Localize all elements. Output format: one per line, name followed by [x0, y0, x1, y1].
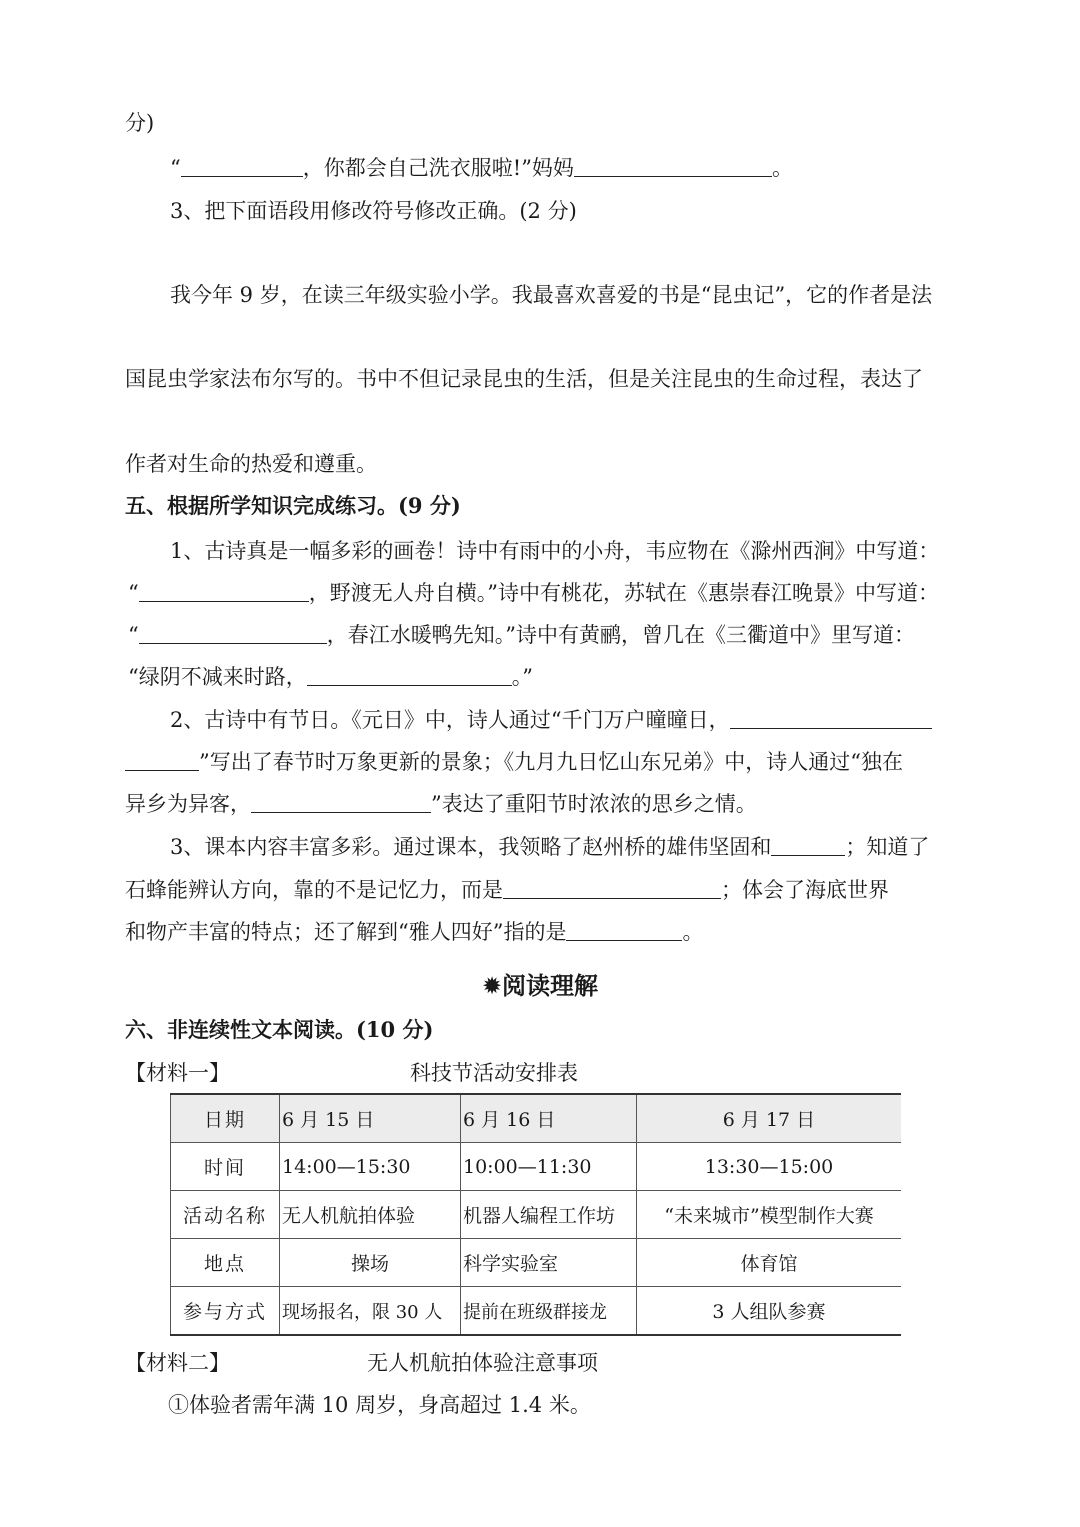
row-header: 时间: [171, 1143, 280, 1191]
blank[interactable]: [251, 790, 431, 813]
section-6-title: 六、非连续性文本阅读。(10 分): [125, 1017, 434, 1042]
blank[interactable]: [139, 579, 309, 602]
material-2-title: 无人机航拍体验注意事项: [367, 1351, 598, 1375]
blank[interactable]: [125, 748, 199, 771]
s5-q2-line-2-text: ”写出了春节时万象更新的景象；《九月九日忆山东兄弟》中，诗人通过“独在: [199, 750, 903, 774]
table-cell: 现场报名，限 30 人: [280, 1287, 461, 1336]
table-cell: 无人机航拍体验: [280, 1191, 461, 1239]
dialogue-mid: ，你都会自己洗衣服啦!”妈妈: [302, 156, 574, 180]
blank[interactable]: [730, 706, 932, 729]
table-cell: 操场: [280, 1239, 461, 1287]
table-cell: 10:00—11:30: [461, 1143, 637, 1191]
dialogue-end: 。: [771, 156, 793, 180]
row-header: 活动名称: [171, 1191, 280, 1239]
schedule-table: [170, 1093, 901, 1336]
s5-q2-line-3: [125, 789, 757, 819]
s5-q3-line-1-text: 3、课本内容丰富多彩。通过课本，我领略了赵州桥的雄伟坚固和: [170, 835, 772, 859]
note-1: ①体验者需年满 10 周岁，身高超过 1.4 米。: [168, 1393, 591, 1417]
s5-q2-line-2: [125, 747, 903, 777]
table-cell: 6 月 17 日: [637, 1094, 902, 1143]
s5-q2-line-1-text: 2、古诗中有节日。《元日》中，诗人通过“千门万户曈曈日，: [170, 708, 730, 732]
close-quote: 。”: [511, 665, 533, 689]
s5-q1-line-1: 1、古诗真是一幅多彩的画卷！诗中有雨中的小舟，韦应物在《滁州西涧》中写道：: [170, 539, 940, 563]
table-row: [171, 1287, 902, 1336]
open-quote: “: [128, 623, 139, 647]
passage-line-2: 国昆虫学家法布尔写的。书中不但记录昆虫的生活，但是关注昆虫的生命过程，表达了: [125, 367, 923, 391]
s5-q1-line-4-text: “绿阴不减来时路，: [128, 665, 307, 689]
passage-line-3: 作者对生命的热爱和遵重。: [125, 452, 377, 476]
table-cell: 3 人组队参赛: [637, 1287, 902, 1336]
material-2-label: 【材料二】: [125, 1351, 230, 1375]
s5-q2-line-3-end: ”表达了重阳节时浓浓的思乡之情。: [431, 792, 757, 816]
open-quote: “: [128, 581, 139, 605]
blank[interactable]: [574, 154, 772, 177]
table-row: [171, 1143, 902, 1191]
s5-q2-line-3-text: 异乡为异客，: [125, 792, 251, 816]
s5-q3-line-2: [125, 875, 889, 905]
table-cell: 提前在班级群接龙: [461, 1287, 637, 1336]
blank[interactable]: [566, 918, 682, 941]
table-row: [171, 1191, 902, 1239]
s5-q3-line-3-text: 和物产丰富的特点；还了解到“雅人四好”指的是: [125, 920, 567, 944]
s5-q3-line-2-text: 石蜂能辨认方向，靠的不是记忆力，而是: [125, 878, 503, 902]
s5-q2-line-1: [170, 705, 932, 735]
material-1-label: 【材料一】: [125, 1061, 230, 1085]
s5-q3-line-3: [125, 917, 703, 947]
s5-q1-line-4: [128, 662, 533, 692]
row-header: 日期: [171, 1094, 280, 1143]
blank[interactable]: [307, 663, 512, 686]
table-row: [171, 1094, 902, 1143]
dialogue-open-quote: “: [170, 156, 181, 180]
table-cell: 6 月 16 日: [461, 1094, 637, 1143]
row-header: 参与方式: [171, 1287, 280, 1336]
table-cell: “未来城市”模型制作大赛: [637, 1191, 902, 1239]
section-5-title: 五、根据所学知识完成练习。(9 分): [125, 493, 461, 518]
table-cell: 机器人编程工作坊: [461, 1191, 637, 1239]
table-cell: 6 月 15 日: [280, 1094, 461, 1143]
row-header: 地点: [171, 1239, 280, 1287]
top-fragment: 分): [125, 111, 155, 135]
s5-q1-line-2: [128, 578, 939, 608]
passage-line-1: 我今年 9 岁，在读三年级实验小学。我最喜欢喜爱的书是“昆虫记”，它的作者是法: [170, 283, 933, 307]
reading-comprehension-title: ✹阅读理解: [481, 972, 599, 1000]
blank[interactable]: [771, 833, 845, 856]
material-1-title: 科技节活动安排表: [410, 1061, 578, 1085]
dialogue-line: [170, 153, 793, 183]
s5-q1-line-3: [128, 620, 915, 650]
blank[interactable]: [181, 154, 303, 177]
s5-q3-line-3-end: 。: [682, 920, 704, 944]
s5-q1-line-3-text: ，春江水暖鸭先知。”诗中有黄鹂，曾几在《三衢道中》里写道：: [326, 623, 915, 647]
table-row: [171, 1239, 902, 1287]
table-cell: 科学实验室: [461, 1239, 637, 1287]
blank[interactable]: [503, 876, 721, 899]
s5-q3-line-2-end: ；体会了海底世界: [721, 878, 889, 902]
table-cell: 体育馆: [637, 1239, 902, 1287]
s5-q3-line-1-end: ；知道了: [845, 835, 930, 859]
table-cell: 14:00—15:30: [280, 1143, 461, 1191]
s5-q3-line-1: [170, 832, 929, 862]
table-cell: 13:30—15:00: [637, 1143, 902, 1191]
s5-q1-line-2-text: ，野渡无人舟自横。”诗中有桃花，苏轼在《惠崇春江晚景》中写道：: [308, 581, 939, 605]
question-3: 3、把下面语段用修改符号修改正确。(2 分): [170, 199, 577, 223]
blank[interactable]: [139, 621, 327, 644]
